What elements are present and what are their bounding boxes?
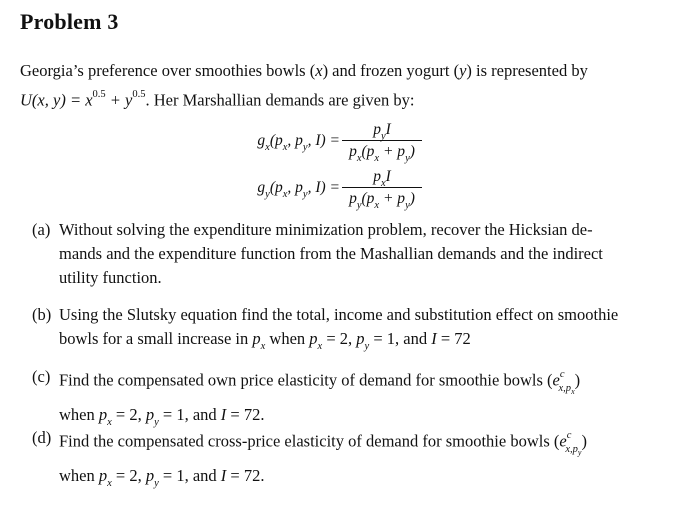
price-subscript: x xyxy=(260,341,266,353)
eq-subscript: x xyxy=(282,142,288,154)
eq-subscript: x xyxy=(282,189,288,201)
equation-gy-fraction xyxy=(342,167,422,212)
question-line xyxy=(59,365,664,403)
elasticity-symbol: e xyxy=(552,370,560,390)
question-line xyxy=(59,426,664,464)
question-body xyxy=(59,303,664,358)
elasticity-subscript xyxy=(559,383,575,394)
eq-symbol: g xyxy=(257,179,266,196)
eq-args: , I) = xyxy=(307,179,340,196)
income-symbol: I xyxy=(431,329,437,348)
price-symbol: p xyxy=(98,465,108,485)
question-line: utility function. xyxy=(59,268,162,287)
eq-symbol: g xyxy=(257,132,266,149)
utility-symbol: U xyxy=(20,90,32,110)
price-symbol: p xyxy=(145,404,155,424)
eq-symbol: ) xyxy=(409,143,415,160)
question-b xyxy=(32,303,662,351)
price-symbol: p xyxy=(252,329,261,348)
eq-args: , p xyxy=(287,132,303,149)
fraction-numerator xyxy=(342,167,422,190)
eq-subscript: y xyxy=(380,131,386,143)
question-text: ) xyxy=(574,370,581,390)
eq-subscript: x xyxy=(356,153,362,165)
question-text: = 2, xyxy=(322,329,357,348)
intro-line-1 xyxy=(20,58,675,84)
price-subscript: y xyxy=(154,417,159,429)
eq-symbol: p xyxy=(373,121,381,138)
question-body xyxy=(59,426,664,495)
problem-intro xyxy=(20,58,675,114)
question-text: = 1, and xyxy=(158,404,221,424)
intro-text: Georgia’s preference over smoothies bowls ( xyxy=(20,61,316,80)
question-text: = 1, and xyxy=(369,329,432,348)
question-text: Find the compensated cross-price elasticity of demand for smoothie bowls ( xyxy=(59,431,560,451)
eq-symbol: I xyxy=(385,121,391,138)
elasticity-subsubscript: y xyxy=(577,447,582,457)
question-label: (b) xyxy=(32,305,52,324)
question-text: bowls for a small increase in xyxy=(59,329,253,348)
eq-symbol: I xyxy=(385,168,391,185)
question-text: = 1, and xyxy=(158,465,221,485)
question-label: (d) xyxy=(32,428,52,447)
equation-gx-lhs xyxy=(150,132,340,154)
price-symbol: p xyxy=(145,465,155,485)
question-text: Find the compensated own price elasticity of demand for smoothie bowls ( xyxy=(59,370,553,390)
eq-symbol: ) xyxy=(409,190,415,207)
question-d xyxy=(32,426,662,490)
utility-args: (x, y) xyxy=(31,90,66,110)
equation-gy-lhs xyxy=(150,179,340,201)
intro-text: ) and frozen yogurt ( xyxy=(322,61,460,80)
question-text: when xyxy=(59,404,99,424)
question-text: = 72 xyxy=(436,329,471,348)
exponent: 0.5 xyxy=(92,89,106,100)
eq-args: (p xyxy=(269,132,283,149)
question-text: = 2, xyxy=(111,465,146,485)
intro-text: ) is represented by xyxy=(466,61,588,80)
eq-symbol: + p xyxy=(379,190,406,207)
utility-plus: + y xyxy=(105,90,133,110)
eq-symbol: p xyxy=(349,143,357,160)
question-text: = 2, xyxy=(111,404,146,424)
price-subscript: y xyxy=(364,341,370,353)
utility-eq: = x xyxy=(65,90,93,110)
eq-symbol: p xyxy=(373,168,381,185)
question-label: (a) xyxy=(32,220,51,239)
eq-args: , p xyxy=(287,179,303,196)
question-body xyxy=(59,365,664,434)
var-x: x xyxy=(315,61,323,80)
elasticity-superscript: c xyxy=(566,430,572,441)
eq-symbol: p xyxy=(349,190,357,207)
eq-symbol: (p xyxy=(361,143,375,160)
elasticity-subscript xyxy=(565,444,581,455)
question-text: when xyxy=(59,465,99,485)
eq-symbol: + p xyxy=(379,143,406,160)
eq-subscript: x xyxy=(380,178,386,190)
income-symbol: I xyxy=(220,465,227,485)
question-line xyxy=(59,327,664,358)
price-subscript: x xyxy=(317,341,323,353)
price-symbol: p xyxy=(309,329,318,348)
elasticity-subscript-text: x,p xyxy=(558,382,572,394)
question-line xyxy=(59,464,664,495)
eq-args: (p xyxy=(269,179,283,196)
eq-subscript: y xyxy=(405,153,410,165)
intro-line-2 xyxy=(20,84,675,114)
question-label: (c) xyxy=(32,367,51,386)
eq-subscript: y xyxy=(302,189,308,201)
price-symbol: p xyxy=(356,329,365,348)
problem-title: Problem 3 xyxy=(20,9,119,34)
question-text: when xyxy=(265,329,310,348)
question-text: ) xyxy=(581,431,587,451)
price-subscript: x xyxy=(107,478,112,490)
elasticity-superscript: c xyxy=(559,369,565,380)
question-text: = 72. xyxy=(226,404,265,424)
price-subscript: x xyxy=(107,417,112,429)
eq-subscript: y xyxy=(356,200,362,212)
eq-subscript: x xyxy=(374,153,380,165)
question-line: mands and the expenditure function from the Mashallian demands and the indirect xyxy=(59,244,603,263)
eq-symbol: (p xyxy=(361,190,375,207)
exponent: 0.5 xyxy=(132,89,146,100)
eq-subscript: y xyxy=(302,142,308,154)
price-subscript: y xyxy=(154,478,159,490)
eq-subscript: x xyxy=(374,200,380,212)
eq-subscript: x xyxy=(265,142,270,154)
question-a xyxy=(32,218,662,290)
question-line: Without solving the expenditure minimization problem, recover the Hicksian de- xyxy=(59,220,593,239)
intro-text: . Her Marshallian demands are given by: xyxy=(145,90,415,110)
elasticity-symbol: e xyxy=(559,431,567,451)
question-line: Using the Slutsky equation find the total, income and substitution effect on smoothie xyxy=(59,305,619,324)
price-symbol: p xyxy=(98,404,108,424)
fraction-denominator xyxy=(342,142,422,165)
elasticity-subsubscript: x xyxy=(571,386,575,396)
var-y: y xyxy=(459,61,467,80)
eq-subscript: y xyxy=(265,189,270,201)
fraction-denominator xyxy=(342,189,422,212)
eq-subscript: y xyxy=(405,200,410,212)
equation-gx-fraction xyxy=(342,120,422,165)
eq-args: , I) = xyxy=(307,132,340,149)
question-text: = 72. xyxy=(226,465,265,485)
income-symbol: I xyxy=(220,404,227,424)
question-body xyxy=(59,218,664,290)
elasticity-subscript-text: x,p xyxy=(565,443,578,455)
question-c xyxy=(32,365,662,429)
fraction-numerator xyxy=(342,120,422,143)
